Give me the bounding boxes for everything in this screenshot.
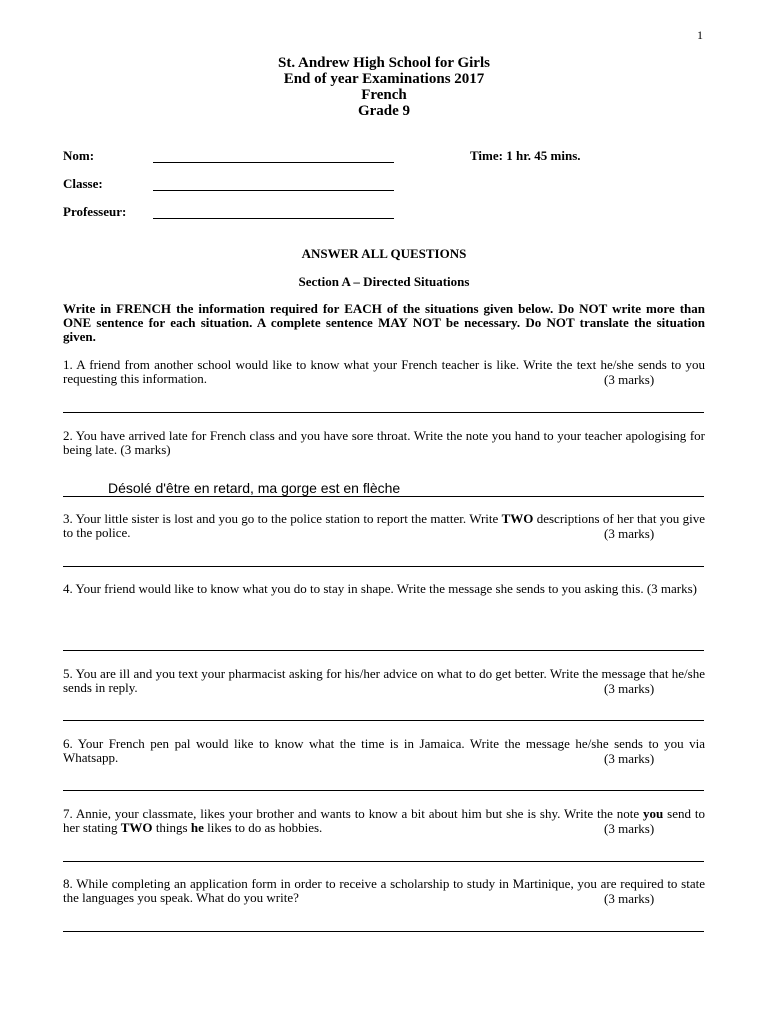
instructions: Write in FRENCH the information required for EACH of the situations given below. Do NOT write more than ONE sentence for each situation. A complete sentence MAY NOT be necessary. Do NOT translate the situation given.: [63, 301, 705, 344]
question-3-text-post: descriptions of her that you give to the police.: [63, 511, 705, 540]
question-6-answer-line[interactable]: [63, 790, 704, 791]
question-4-answer-line[interactable]: [63, 650, 704, 651]
question-2-answer[interactable]: Désolé d'être en retard, ma gorge est en flèche: [108, 480, 401, 496]
question-2-marks: (3 marks): [120, 442, 171, 457]
question-4-marks: (3 marks): [646, 581, 698, 596]
nom-field[interactable]: [153, 162, 394, 163]
nom-label: Nom:: [63, 148, 95, 163]
school-name: St. Andrew High School for Girls: [278, 55, 490, 71]
question-5-answer-line[interactable]: [63, 720, 704, 721]
section-heading: Section A – Directed Situations: [298, 274, 470, 289]
question-7-emphasis-you: you: [643, 806, 664, 821]
question-7-text-b: send to her stating: [63, 806, 705, 835]
question-6-marks: (3 marks): [604, 751, 655, 766]
question-1-answer-line[interactable]: [63, 412, 704, 413]
exam-header: [0, 55, 768, 119]
subject-title: French: [361, 87, 407, 103]
question-7-emphasis-he: he: [190, 820, 204, 835]
time-allowed: Time: 1 hr. 45 mins.: [470, 148, 581, 163]
question-2-answer-line[interactable]: [63, 496, 704, 497]
question-2: [63, 429, 705, 457]
question-8: 8. While completing an application form in order to receive a scholarship to study in Martinique, you are required to state the languages you speak. What do you write?: [63, 876, 705, 905]
question-2-text: 2. You have arrived late for French class and you have sore throat. Write the note you hand to your teacher apologising for being late.: [63, 428, 705, 457]
professeur-label: Professeur:: [63, 204, 127, 219]
question-4-text: 4. Your friend would like to know what you do to stay in shape. Write the message she sends to you asking this.: [63, 581, 644, 596]
professeur-field[interactable]: [153, 218, 394, 219]
classe-field[interactable]: [153, 190, 394, 191]
question-4: [63, 582, 705, 596]
question-3-text-pre: 3. Your little sister is lost and you go to the police station to report the matter. Write: [63, 511, 502, 526]
question-7-text-a: 7. Annie, your classmate, likes your brother and wants to know a bit about him but she is shy. Write the note: [63, 806, 644, 821]
question-7-text-d: likes to do as hobbies.: [203, 820, 323, 835]
question-1-marks: (3 marks): [604, 372, 655, 387]
grade-title: Grade 9: [357, 103, 411, 119]
question-8-answer-line[interactable]: [63, 931, 704, 932]
page-number: 1: [697, 28, 703, 42]
question-3-marks: (3 marks): [604, 526, 655, 541]
classe-label: Classe:: [63, 176, 103, 191]
question-5-marks: (3 marks): [604, 681, 655, 696]
answer-all-heading: ANSWER ALL QUESTIONS: [301, 246, 467, 261]
exam-title: End of year Examinations 2017: [283, 71, 485, 87]
question-3-emphasis: TWO: [501, 511, 534, 526]
question-1: 1. A friend from another school would like to know what your French teacher is like. Write the text he/she sends to you requesting this information.: [63, 357, 705, 386]
question-7-marks: (3 marks): [604, 821, 655, 836]
question-7-text-c: things: [152, 820, 191, 835]
question-8-marks: (3 marks): [604, 891, 655, 906]
question-3-answer-line[interactable]: [63, 566, 704, 567]
question-6: 6. Your French pen pal would like to know what the time is in Jamaica. Write the message he/she sends to you via Whatsapp.: [63, 736, 705, 765]
question-5: 5. You are ill and you text your pharmacist asking for his/her advice on what to do get better. Write the message that he/she sends in reply.: [63, 666, 705, 695]
question-7-answer-line[interactable]: [63, 861, 704, 862]
question-7-emphasis-two: TWO: [120, 820, 153, 835]
